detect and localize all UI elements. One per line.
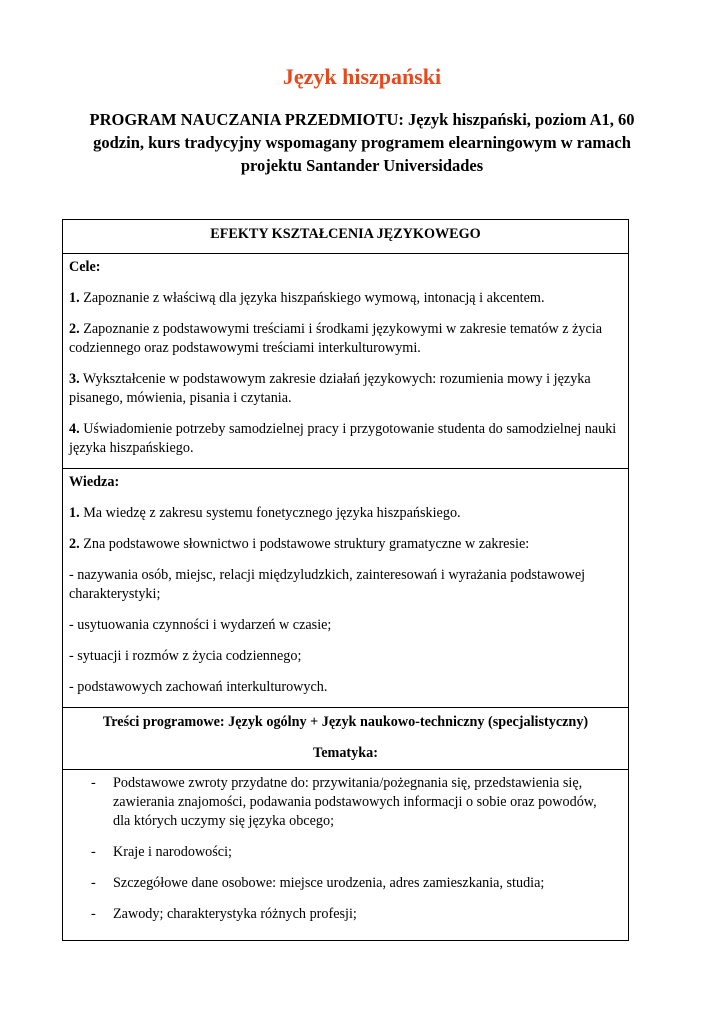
knowledge-text: Zna podstawowe słownictwo i podstawowe struktury gramatyczne w zakresie: bbox=[79, 536, 530, 552]
topic-text: Podstawowe zwroty przydatne do: przywitania/pożegnania się, przedstawienia się, zawierania znajomości, podawania podstawowych informacji o sobie oraz powodów, dla których uczymy się języka obcego; bbox=[113, 775, 597, 829]
goal-text: Uświadomienie potrzeby samodzielnej pracy i przygotowanie studenta do samodzielnej nauki języka hiszpańskiego. bbox=[69, 421, 617, 456]
topics-list bbox=[69, 774, 598, 924]
topic-text: Zawody; charakterystyka różnych profesji; bbox=[113, 906, 357, 922]
goals-cell bbox=[63, 254, 629, 469]
knowledge-text: Ma wiedzę z zakresu systemu fonetycznego języka hiszpańskiego. bbox=[79, 505, 461, 521]
learning-outcomes-table bbox=[62, 219, 629, 941]
program-subtitle: PROGRAM NAUCZANIA PRZEDMIOTU: Język hiszpański, poziom A1, 60 godzin, kurs tradycyjny wspomagany programem elearningowym w ramach projektu Santander Universidades bbox=[89, 110, 635, 175]
topics-cell bbox=[63, 770, 629, 941]
dash-bullet: - bbox=[91, 906, 96, 922]
goal-number: 4. bbox=[69, 421, 80, 437]
knowledge-subitem: - nazywania osób, miejsc, relacji międzyludzkich, zainteresowań i wyrażania podstawowej charakterystyki; bbox=[69, 567, 586, 602]
goal-number: 2. bbox=[69, 321, 80, 337]
knowledge-label: Wiedza: bbox=[69, 474, 120, 490]
goal-item bbox=[69, 320, 622, 358]
list-item bbox=[69, 874, 598, 893]
knowledge-item bbox=[69, 535, 622, 554]
document-title: Język hiszpański bbox=[282, 64, 442, 89]
knowledge-cell bbox=[63, 469, 629, 708]
goal-item bbox=[69, 289, 622, 308]
knowledge-number: 2. bbox=[69, 536, 80, 552]
knowledge-number: 1. bbox=[69, 505, 80, 521]
table-header: EFEKTY KSZTAŁCENIA JĘZYKOWEGO bbox=[63, 220, 629, 254]
program-content-row bbox=[63, 708, 629, 770]
program-content-cell bbox=[63, 708, 629, 770]
goal-text: Zapoznanie z podstawowymi treściami i środkami językowymi w zakresie tematów z życia codziennego oraz podstawowymi treściami interkulturowymi. bbox=[69, 321, 603, 356]
goal-text: Zapoznanie z właściwą dla języka hiszpańskiego wymową, intonacją i akcentem. bbox=[79, 290, 545, 306]
list-item bbox=[69, 774, 598, 831]
goal-item bbox=[69, 370, 622, 408]
dash-bullet: - bbox=[91, 875, 96, 891]
goal-number: 1. bbox=[69, 290, 80, 306]
dash-bullet: - bbox=[91, 775, 96, 791]
goal-text: Wykształcenie w podstawowym zakresie działań językowych: rozumienia mowy i języka pisanego, mówienia, pisania i czytania. bbox=[69, 371, 591, 406]
topics-row bbox=[63, 770, 629, 941]
knowledge-subitem: - podstawowych zachowań interkulturowych. bbox=[69, 679, 328, 695]
knowledge-row bbox=[63, 469, 629, 708]
list-item bbox=[69, 905, 598, 924]
knowledge-subitem: - sytuacji i rozmów z życia codziennego; bbox=[69, 648, 302, 664]
goal-item bbox=[69, 420, 622, 458]
knowledge-item bbox=[69, 504, 622, 523]
topic-text: Szczegółowe dane osobowe: miejsce urodzenia, adres zamieszkania, studia; bbox=[113, 875, 545, 891]
goals-label: Cele: bbox=[69, 259, 101, 275]
goals-row bbox=[63, 254, 629, 469]
goal-number: 3. bbox=[69, 371, 80, 387]
topic-text: Kraje i narodowości; bbox=[113, 844, 232, 860]
program-content-heading: Treści programowe: Język ogólny + Język naukowo-techniczny (specjalistyczny) bbox=[102, 714, 589, 730]
dash-bullet: - bbox=[91, 844, 96, 860]
topics-heading: Tematyka: bbox=[313, 745, 378, 761]
table-header-row bbox=[63, 220, 629, 254]
list-item bbox=[69, 843, 598, 862]
knowledge-subitem: - usytuowania czynności i wydarzeń w czasie; bbox=[69, 617, 332, 633]
